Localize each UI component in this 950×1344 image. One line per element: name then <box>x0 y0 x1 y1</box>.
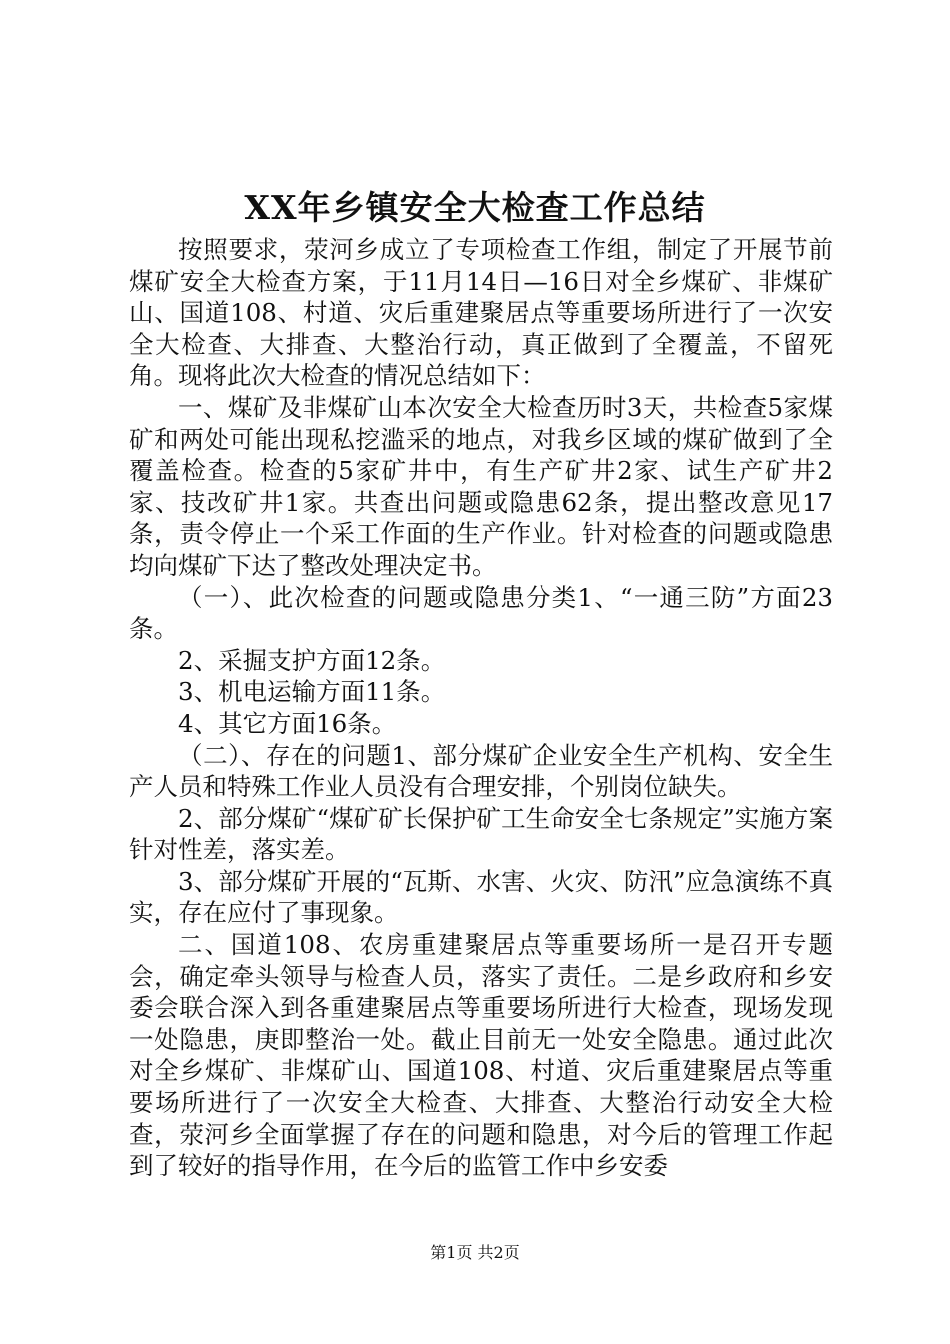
paragraph-item-2: 2、采掘支护方面12条。 <box>178 645 446 675</box>
paragraph-section-2: 二、国道108、农房重建聚居点等重要场所一是召开专题会，确定牵头领导与检查人员，落实了责任。二是乡政府和乡安委会联合深入到各重建聚居点等重要场所进行大检查，现场发现一处隐患，庚即整治一处。截止目前无一处安全隐患。通过此次对全乡煤矿、非煤矿山、国道108、村道、灾后重建聚居点等重要场所进行了一次安全大检查、大排查、大整治行动安全大检查，荥河乡全面掌握了存在的问题和隐患，对今后的管理工作起到了较好的指导作用，在今后的监管工作中乡安委 <box>129 930 833 1181</box>
paragraph-item-3: 3、机电运输方面11条。 <box>178 677 446 707</box>
page-footer: 第1页 共2页 <box>430 1243 520 1262</box>
paragraph-problem-3: 3、部分煤矿开展的“瓦斯、水害、火灾、防汛”应急演练不真实，存在应付了事现象。 <box>129 866 833 928</box>
paragraph-problem-2: 2、部分煤矿“煤矿矿长保护矿工生命安全七条规定”实施方案针对性差，落实差。 <box>129 803 833 865</box>
paragraph-item-4: 4、其它方面16条。 <box>178 708 397 738</box>
document-body <box>129 234 833 1182</box>
paragraph-intro: 按照要求，荥河乡成立了专项检查工作组，制定了开展节前煤矿安全大检查方案，于11月14日—16日对全乡煤矿、非煤矿山、国道108、村道、灾后重建聚居点等重要场所进行了一次安全大检查、大排查、大整治行动，真正做到了全覆盖，不留死角。现将此次大检查的情况总结如下： <box>129 235 833 391</box>
document-title: XX年乡镇安全大检查工作总结 <box>244 188 706 227</box>
paragraph-subsection-2: （二）、存在的问题1、部分煤矿企业安全生产机构、安全生产人员和特殊工作业人员没有合理安排，个别岗位缺失。 <box>129 740 833 802</box>
paragraph-subsection-1: （一）、此次检查的问题或隐患分类1、“一通三防”方面23条。 <box>129 582 833 644</box>
paragraph-section-1: 一、煤矿及非煤矿山本次安全大检查历时3天，共检查5家煤矿和两处可能出现私挖滥采的地点，对我乡区域的煤矿做到了全覆盖检查。检查的5家矿井中，有生产矿井2家、试生产矿井2家、技改矿井1家。共查出问题或隐患62条，提出整改意见17条，责令停止一个采工作面的生产作业。针对检查的问题或隐患均向煤矿下达了整改处理决定书。 <box>129 392 833 580</box>
